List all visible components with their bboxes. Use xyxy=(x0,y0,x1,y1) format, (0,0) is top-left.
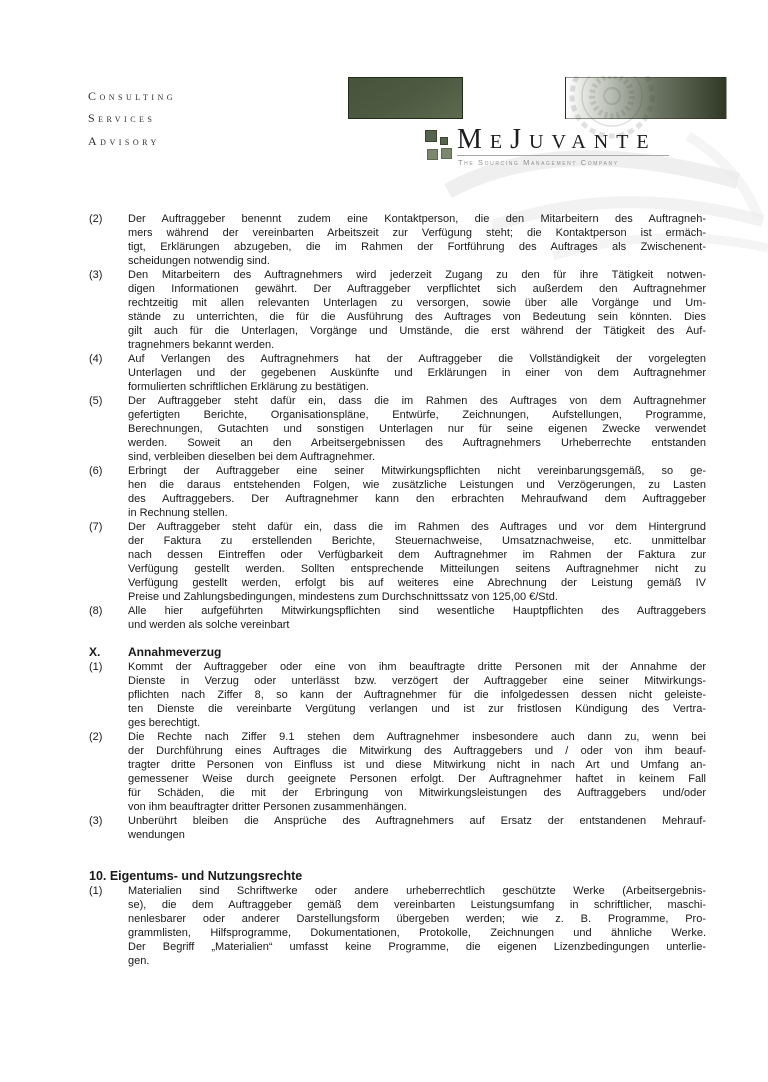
text-line: Materialien sind Schriftwerke oder andere urheberrechtlich geschützte Werke (Arbeitsergebnis- xyxy=(128,884,706,897)
text-line: pflichten nach Ziffer 8, so kann der Auftragnehmer für die infolgedessen dessen nicht geleiste- xyxy=(128,688,706,701)
clause-row xyxy=(89,814,706,842)
clause-row xyxy=(89,394,706,464)
text-line: tragter dritte Personen von Einfluss ist und diese Mitwirkung nicht in nach Art und Umfang an- xyxy=(128,758,706,771)
text-line: Kommt der Auftraggeber oder eine von ihm beauftragte dritte Personen mit der Annahme der xyxy=(128,660,706,673)
text-line: nach dessen Eintreffen oder Verfügbarkeit dem Auftragnehmer im Rahmen der Faktura zur xyxy=(128,549,706,561)
text-line: stände zu unterrichten, die für die Ausführung des Auftrages von Bedeutung sein könnten. Dies xyxy=(128,311,706,323)
clause-text xyxy=(128,394,706,464)
text-line: für Schäden, die mit der Erbringung von Mitwirkungsleistungen des Auftraggebers und/oder xyxy=(128,786,706,799)
logo-square-light-right xyxy=(441,148,452,159)
text-line: mers während der vereinbarten Arbeitszeit zur Verfügung steht; die Kontaktperson ist ermäch- xyxy=(128,227,706,239)
logo-square-dark-small xyxy=(440,137,448,145)
clause-number: (1) xyxy=(89,660,103,673)
clause-row xyxy=(89,352,706,394)
section-heading-row xyxy=(89,645,706,660)
clause-number: (3) xyxy=(89,269,103,281)
text-line: Der Auftraggeber steht dafür ein, dass die im Rahmen des Auftrages und vor dem Hintergrund xyxy=(128,521,706,533)
clause-number: (5) xyxy=(89,395,103,407)
text-line: sind, verbleiben dieselben bei dem Auftragnehmer. xyxy=(128,451,376,463)
clause-text xyxy=(128,464,706,520)
clause-text xyxy=(128,352,706,394)
clause-text xyxy=(128,814,706,842)
text-line: gefertigten Berichte, Organisationspläne, Entwürfe, Zeichnungen, Aufstellungen, Programme, xyxy=(128,409,706,421)
text-line: und werden als solche vereinbart xyxy=(128,619,290,631)
logo-tagline: The Sourcing Management Company xyxy=(458,158,619,167)
logo-wordmark: MeJuvante xyxy=(457,124,657,155)
text-line: gilt auch für die Unterlagen, Vorgänge und Umstände, die erst während der Tätigkeit des Auf- xyxy=(128,325,706,337)
header-bar-left xyxy=(348,77,463,119)
text-line: von ihm beauftragter dritter Personen zusammenhängen. xyxy=(128,800,407,813)
brand-line-consulting: Consulting xyxy=(88,89,177,103)
text-line: tigt, Erklärungen abzugeben, die im Rahmen der Fortführung des Auftrages als Zwischenent- xyxy=(128,241,706,253)
section-heading-text: Annahmeverzug xyxy=(128,645,222,659)
text-line: tragnehmers bekannt werden. xyxy=(128,339,275,351)
text-line: Auf Verlangen des Auftragnehmers hat der Auftraggeber die Vollständigkeit der vorgelegten xyxy=(128,353,706,365)
clause-row xyxy=(89,604,706,632)
clause-number: (3) xyxy=(89,814,103,827)
clause-number: (4) xyxy=(89,353,103,365)
text-line: Den Mitarbeitern des Auftragnehmers wird jederzeit Zugang zu den für ihre Tätigkeit notwen- xyxy=(128,269,706,281)
logo-square-light-left xyxy=(427,149,438,160)
text-line: Der Auftraggeber benennt zudem eine Kontaktperson, die den Mitarbeitern des Auftragneh- xyxy=(128,213,706,225)
clause-number: (2) xyxy=(89,730,103,743)
clause-text xyxy=(128,268,706,352)
text-line: werden. Soweit an den Arbeitsergebnissen des Auftragnehmers Urheberrechte entstanden xyxy=(128,437,706,449)
text-line: scheidungen notwendig sind. xyxy=(128,255,270,267)
text-line: digen Informationen gewährt. Der Auftraggeber verpflichtet sich außerdem den Auftragnehmer xyxy=(128,283,706,295)
text-line: Unberührt bleiben die Ansprüche des Auftragnehmers auf Ersatz der entstandenen Mehrauf- xyxy=(128,814,706,827)
text-line: Der Auftraggeber steht dafür ein, dass die im Rahmen des Auftrages von dem Auftragnehmer xyxy=(128,395,706,407)
clause-row xyxy=(89,730,706,814)
text-line: gen. xyxy=(128,954,150,967)
clause-number: (6) xyxy=(89,465,103,477)
clause-text xyxy=(128,604,706,632)
text-line: gemessener Weise durch geeignete Personen erfolgt. Der Auftragnehmer haftet in keinem Fall xyxy=(128,772,706,785)
clause-number: (7) xyxy=(89,521,103,533)
brand-line-services: Services xyxy=(88,111,156,126)
text-line: Der Begriff „Materialien“ umfasst keine Programme, die eigenen Lizenzbedingungen unterlie- xyxy=(128,940,706,953)
logo-rule xyxy=(457,155,669,156)
section-heading-text: 10. Eigentums- und Nutzungsrechte xyxy=(89,868,303,883)
section-heading-row xyxy=(89,869,706,884)
text-line: grammlisten, Hilfsprogramme, Dokumentationen, Protokolle, Zeichnungen und ähnliche Werke. xyxy=(128,926,706,939)
brand-block xyxy=(88,85,176,152)
header-bar-right xyxy=(565,77,727,119)
clause-row xyxy=(89,212,706,268)
text-line: Verfügung gestellt werden, erfolgt bis auf weiteres eine Abrechnung der Leistung gemäß IV xyxy=(128,577,706,589)
text-line: Dienste in Verzug oder unterlässt bzw. verzögert der Auftraggeber eine seiner Mitwirkungs- xyxy=(128,674,706,687)
text-line: Verfügung gestellt werden. Sollten entsprechende Mitteilungen seitens Auftragnehmer nicht zu xyxy=(128,563,706,575)
clause-number: X. xyxy=(89,645,101,659)
text-line: Alle hier aufgeführten Mitwirkungspflichten sind wesentliche Hauptpflichten des Auftraggebers xyxy=(128,605,706,617)
logo-square-dark-large xyxy=(425,130,437,142)
text-line: des Auftraggebers. Der Auftragnehmer kann den erbrachten Mehraufwand dem Auftraggeber xyxy=(128,493,706,505)
clause-row xyxy=(89,464,706,520)
text-line: nenlesbarer oder anderer Darstellungsform übergeben werden; wie z. B. Programme, Pro- xyxy=(128,912,706,925)
clause-row xyxy=(89,884,706,968)
text-line: se), die dem Auftraggeber gemäß dem vereinbarten Leistungsumfang in schriftlicher, maschi- xyxy=(128,898,706,911)
clause-number: (1) xyxy=(89,884,103,897)
clause-row xyxy=(89,520,706,604)
clause-row xyxy=(89,660,706,730)
text-line: wendungen xyxy=(128,828,185,841)
text-line: der Faktura zu erstellenden Berichte, Steuernachweise, Umsatznachweise, etc. unmittelbar xyxy=(128,535,706,547)
text-line: hen die daraus entstehenden Folgen, wie zusätzliche Leistungen und Verzögerungen, zu Lasten xyxy=(128,479,706,491)
clause-text xyxy=(128,730,706,814)
text-line: Unterlagen und der gegebenen Auskünfte und Erklärungen in einer von dem Auftragnehmer xyxy=(128,367,706,379)
brand-line-advisory: Advisory xyxy=(88,133,160,148)
text-line: der Durchführung eines Auftrages die Mitwirkung des Auftraggebers und / oder von ihm beauf- xyxy=(128,744,706,757)
text-line: ten Dienste die vereinbarte Vergütung verlangen und ist zur fristlosen Kündigung des Vertra- xyxy=(128,702,706,715)
clause-row xyxy=(89,268,706,352)
text-line: Erbringt der Auftraggeber eine seiner Mitwirkungspflichten nicht vereinbarungsgemäß, so ge- xyxy=(128,465,706,477)
clause-text xyxy=(128,212,706,268)
text-line: Berechnungen, Gutachten und sonstigen Unterlagen nur für seine eigenen Zwecke verwendet xyxy=(128,423,706,435)
text-line: Die Rechte nach Ziffer 9.1 stehen dem Auftragnehmer insbesondere auch dann zu, wenn bei xyxy=(128,730,706,743)
text-line: ges berechtigt. xyxy=(128,716,201,729)
clause-text xyxy=(128,884,706,968)
clause-number: (8) xyxy=(89,605,103,617)
text-line: in Rechnung stellen. xyxy=(128,507,228,519)
clause-text xyxy=(128,660,706,730)
clause-text xyxy=(128,520,706,604)
text-line: Preise und Zahlungsbedingungen, mindestens zum Durchschnittssatz von 125,00 €/Std. xyxy=(128,591,558,603)
clause-number: (2) xyxy=(89,213,103,225)
text-line: formulierten schriftlichen Erklärung zu bestätigen. xyxy=(128,381,369,393)
clause-list xyxy=(89,212,706,968)
text-line: rechtzeitig mit allen relevanten Unterlagen zu versorgen, sowie über alle Vorgänge und Um- xyxy=(128,297,706,309)
